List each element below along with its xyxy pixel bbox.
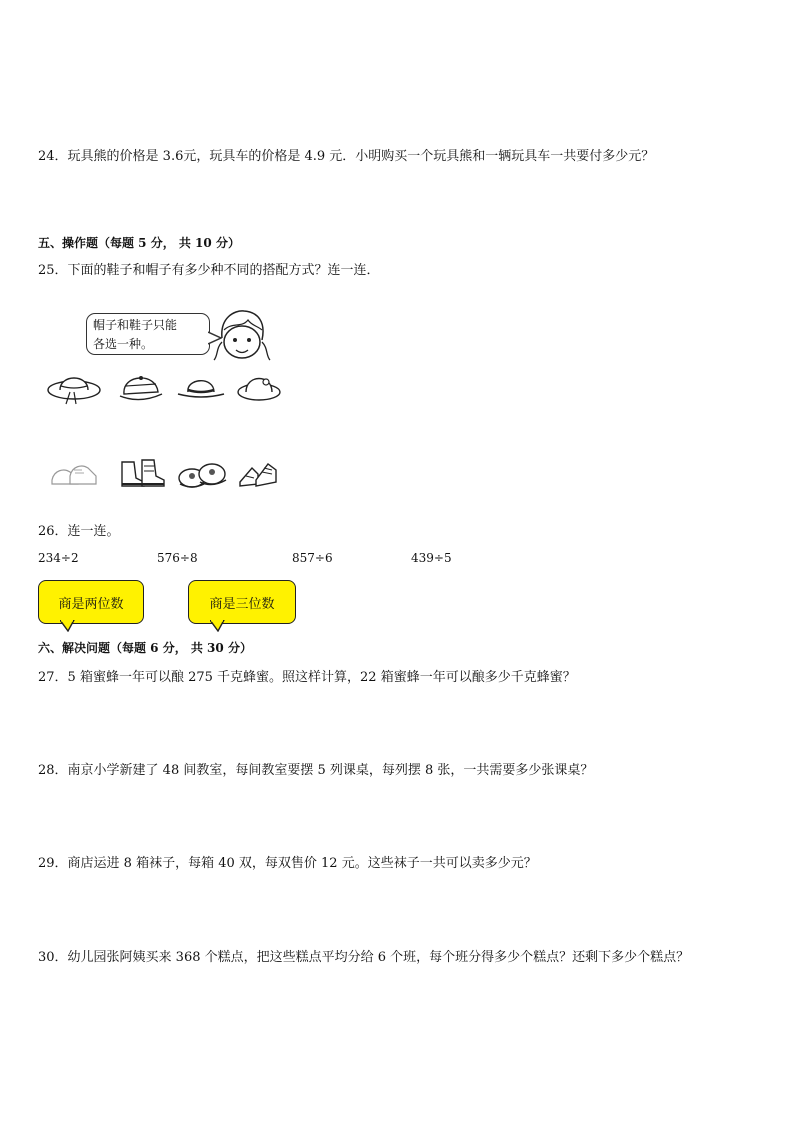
question-29: 29．商店运进 8 箱袜子，每箱 40 双，每双售价 12 元。这些袜子一共可以卖多少元？ (38, 856, 537, 871)
sneakers-icon (48, 458, 100, 490)
flower-hat-icon (236, 368, 282, 404)
high-top-shoes-icon (116, 456, 168, 492)
speech-bubble (86, 313, 210, 355)
section-5-heading: 五、操作题（每题 5 分， 共 10 分） (38, 236, 240, 250)
question-26: 26．连一连。 (38, 524, 120, 539)
bubble-line-1: 帽子和鞋子只能 (93, 318, 178, 332)
cap-icon (118, 368, 164, 406)
girl-face-icon (212, 308, 272, 364)
callout-tail-icon (210, 620, 226, 632)
question-30: 30．幼儿园张阿姨买来 368 个糕点，把这些糕点平均分给 6 个班，每个班分得多少个糕点？还剩下多少个糕点？ (38, 950, 690, 965)
question-28: 28．南京小学新建了 48 间教室，每间教室要摆 5 列课桌，每列摆 8 张，一共需要多少张课桌？ (38, 763, 594, 778)
expression-4: 439÷5 (411, 551, 452, 565)
expression-1: 234÷2 (38, 551, 79, 565)
boots-icon (176, 458, 228, 490)
question-27: 27．5 箱蜜蜂一年可以酿 275 千克蜂蜜。照这样计算，22 箱蜜蜂一年可以酿多少千克蜂蜜？ (38, 670, 576, 685)
section-6-heading: 六、解决问题（每题 6 分， 共 30 分） (38, 641, 252, 655)
sandals-icon (236, 456, 280, 492)
sun-hat-icon (46, 366, 102, 406)
question-24: 24．玩具熊的价格是 3.6元，玩具车的价格是 4.9 元．小明购买一个玩具熊和一辆玩具车一共要付多少元？ (38, 149, 655, 164)
callout-tail-icon (60, 620, 76, 632)
callout-three-digit: 商是三位数 (188, 580, 296, 624)
callout-two-digit: 商是两位数 (38, 580, 144, 624)
question-25: 25．下面的鞋子和帽子有多少种不同的搭配方式？连一连． (38, 263, 380, 278)
expression-2: 576÷8 (157, 551, 198, 565)
expression-3: 857÷6 (292, 551, 333, 565)
bubble-line-2: 各选一种。 (93, 337, 154, 351)
fedora-icon (176, 372, 226, 404)
